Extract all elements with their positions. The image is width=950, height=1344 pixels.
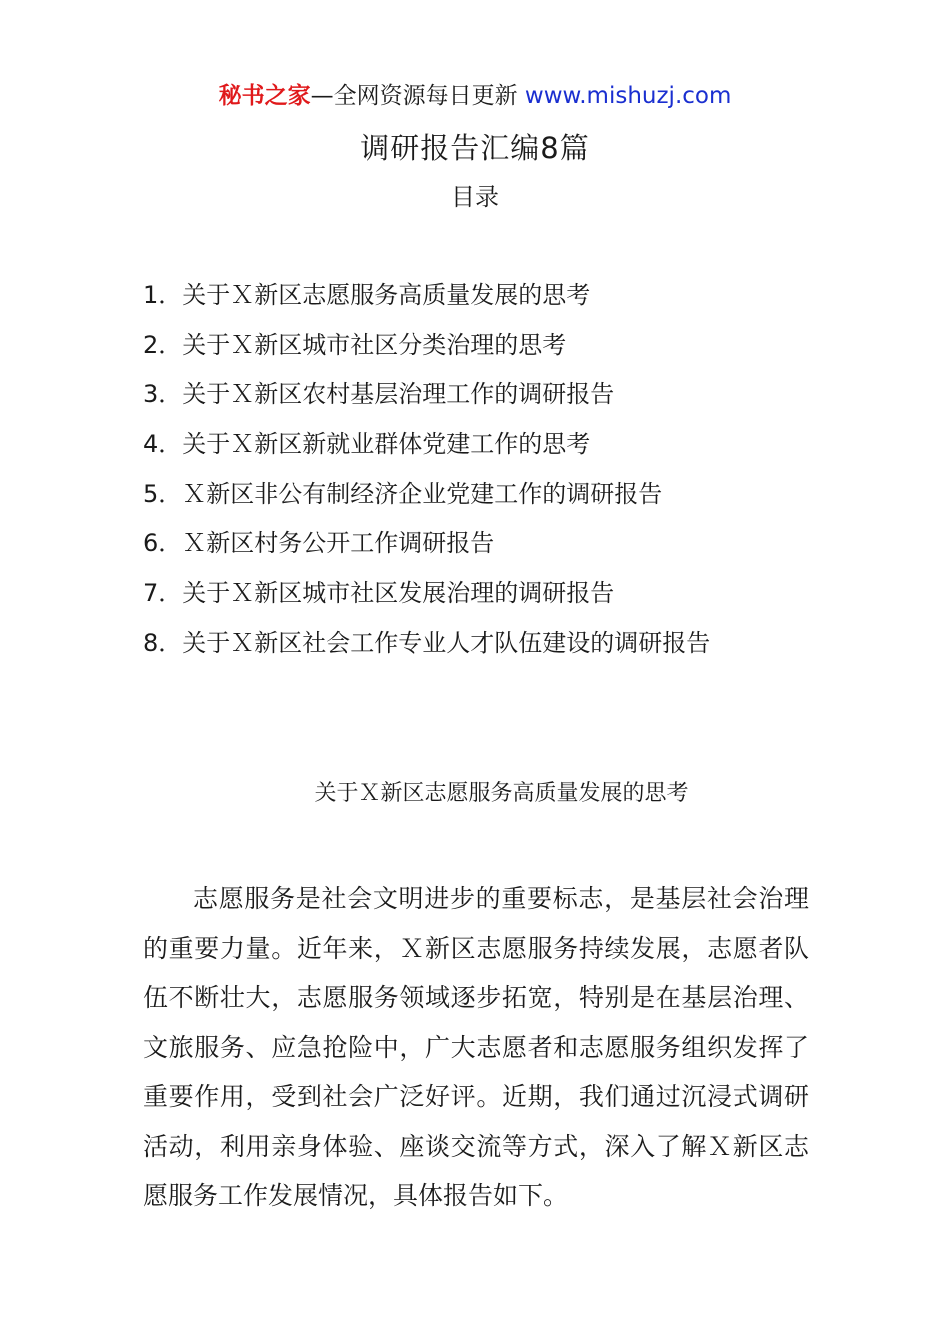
site-url-link[interactable]: www.mishuzj.com xyxy=(524,83,732,109)
site-header xyxy=(0,80,950,112)
toc-item-7[interactable]: 7．关于Ｘ新区城市社区发展治理的调研报告 xyxy=(143,579,615,608)
toc-item-8[interactable]: 8．关于Ｘ新区社会工作专业人才队伍建设的调研报告 xyxy=(143,628,711,657)
toc-item-5[interactable]: 5．Ｘ新区非公有制经济企业党建工作的调研报告 xyxy=(143,479,663,508)
site-brand: 秘书之家 xyxy=(218,83,311,109)
toc-item-3[interactable]: 3．关于Ｘ新区农村基层治理工作的调研报告 xyxy=(143,380,615,409)
toc-heading: 目录 xyxy=(451,183,499,211)
table-of-contents xyxy=(143,278,710,676)
toc-item-4[interactable]: 4．关于Ｘ新区新就业群体党建工作的思考 xyxy=(143,430,591,459)
toc-item-6[interactable]: 6．Ｘ新区村务公开工作调研报告 xyxy=(143,529,495,558)
toc-item-1[interactable]: 1．关于Ｘ新区志愿服务高质量发展的思考 xyxy=(143,281,591,309)
toc-item-2[interactable]: 2．关于Ｘ新区城市社区分类治理的思考 xyxy=(143,330,567,359)
body-paragraph: 志愿服务是社会文明进步的重要标志，是基层社会治理的重要力量。近年来，Ｘ新区志愿服务持续发展，志愿者队伍不断壮大，志愿服务领域逐步拓宽，特别是在基层治理、文旅服务、应急抢险中，广大志愿者和志愿服务组织发挥了重要作用，受到社会广泛好评。近期，我们通过沉浸式调研活动，利用亲身体验、座谈交流等方式，深入了解Ｘ新区志愿服务工作发展情况，具体报告如下。 xyxy=(143,884,809,1210)
section-title: 关于Ｘ新区志愿服务高质量发展的思考 xyxy=(314,781,689,806)
document-title: 调研报告汇编8篇 xyxy=(360,131,590,165)
site-tagline: —全网资源每日更新 xyxy=(310,83,518,109)
